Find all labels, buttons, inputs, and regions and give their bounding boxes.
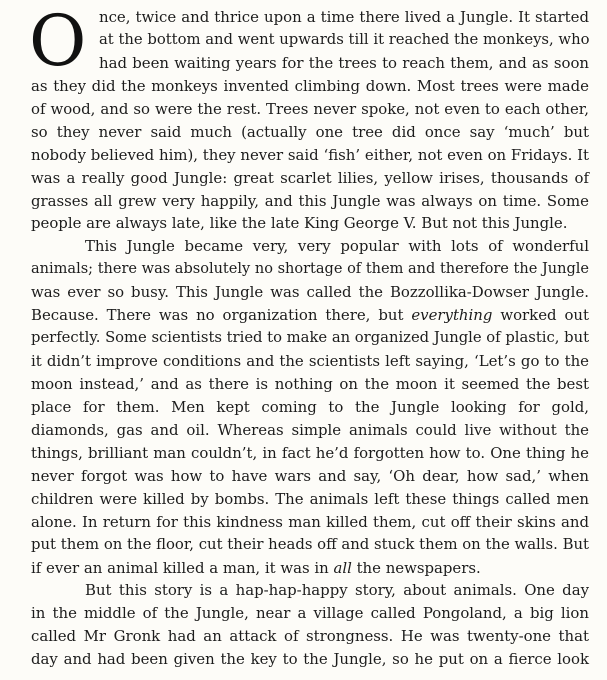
text-line: But this story is a hap-hap-happy story, about animals. One day — [85, 581, 589, 600]
text-line: alone. In return for this kindness man killed them, cut off their skins and — [31, 512, 589, 531]
text-line: This Jungle became very, very popular with lots of wonderful — [85, 237, 589, 256]
text-line — [31, 304, 589, 327]
emphasis-text: all — [333, 558, 352, 577]
text-line: nce, twice and thrice upon a time there lived a Jungle. It started — [99, 8, 589, 26]
text-line: place for them. Men kept coming to the Jungle looking for gold, — [31, 397, 589, 416]
text-segment: worked out — [492, 306, 590, 325]
text-line: day and had been given the key to the Jungle, so he put on a fierce look — [31, 650, 589, 669]
text-line: called Mr Gronk had an attack of strongness. He was twenty-one that — [31, 627, 589, 646]
text-line: put them on the floor, cut their heads off and stuck them on the walls. But — [31, 535, 589, 553]
text-line — [31, 557, 589, 580]
paragraph-1 — [29, 0, 590, 235]
text-segment: the newspapers. — [351, 558, 481, 577]
text-line: in the middle of the Jungle, near a village called Pongoland, a big lion — [31, 604, 589, 623]
text-line: people are always late, like the late King George V. But not this Jungle. — [31, 214, 568, 233]
text-line: had been waiting years for the trees to reach them, and as soon — [99, 53, 589, 72]
text-line: grasses all grew very happily, and this Jungle was always on time. Some — [31, 191, 589, 210]
text-segment: Because. There was no organization there, but — [31, 306, 412, 325]
text-segment: if ever an animal killed a man, it was in — [31, 558, 334, 577]
text-line: so they never said much (actually one tree did once say ‘much’ but — [31, 122, 589, 141]
paragraph-2 — [31, 235, 589, 579]
text-line: never forgot was how to have wars and say, ‘Oh dear, how sad,’ when — [31, 466, 589, 485]
drop-cap: O — [29, 0, 87, 82]
text-line: diamonds, gas and oil. Whereas simple animals could live without the — [31, 420, 589, 439]
emphasis-text: everything — [411, 306, 493, 325]
text-line: animals; there was absolutely no shortage of them and therefore the Jungle — [31, 261, 589, 278]
text-line: at the bottom and went upwards till it reached the monkeys, who — [99, 30, 590, 48]
text-line: moon instead,’ and as there is nothing on the moon it seemed the best — [31, 375, 589, 393]
text-line: was ever so busy. This Jungle was called the Bozzollika-Dowser Jungle. — [31, 283, 589, 302]
text-line: nobody believed him), they never said ‘fish’ either, not even on Fridays. It — [31, 145, 589, 164]
text-line: of wood, and so were the rest. Trees never spoke, not even to each other, — [31, 99, 589, 118]
text-line: as they did the monkeys invented climbing down. Most trees were made — [31, 76, 589, 95]
text-line: was a really good Jungle: great scarlet lilies, yellow irises, thousands of — [31, 168, 589, 187]
paragraph-3 — [31, 579, 589, 671]
text-line: children were killed by bombs. The animals left these things called men — [31, 489, 589, 508]
text-line: it didn’t improve conditions and the scientists left saying, ‘Let’s go to the — [31, 352, 589, 371]
text-line: perfectly. Some scientists tried to make an organized Jungle of plastic, but — [31, 329, 590, 347]
text-line: things, brilliant man couldn’t, in fact he’d forgotten how to. One thing he — [31, 443, 589, 462]
